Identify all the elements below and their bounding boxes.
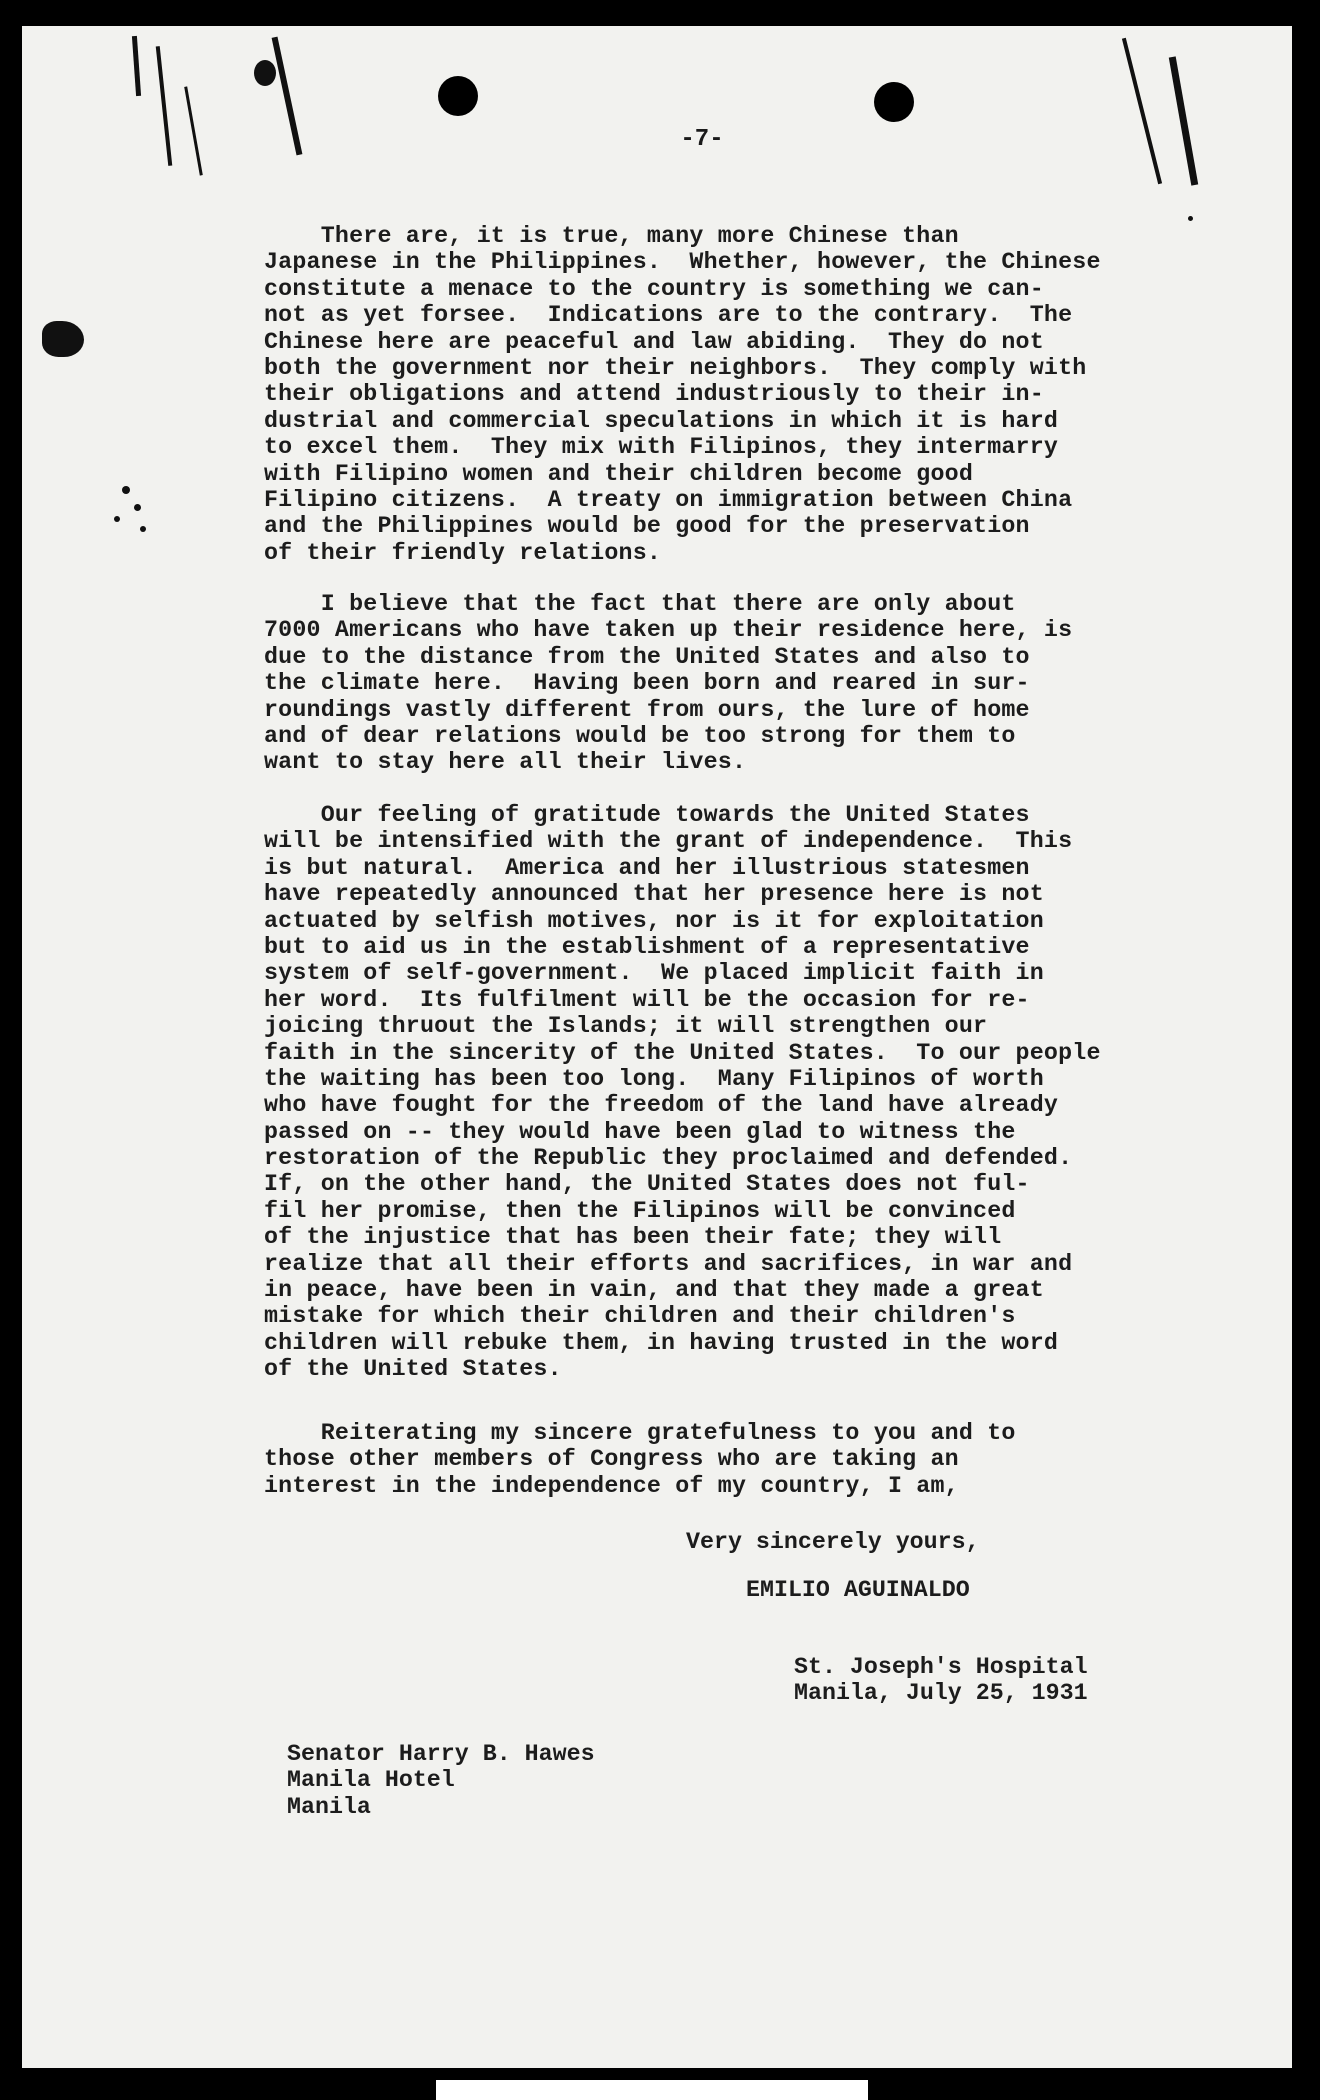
text-line: and the Philippines would be good for the preservation (264, 513, 1030, 540)
document-page (22, 26, 1292, 2068)
text-line: restoration of the Republic they proclaimed and defended. (264, 1145, 1073, 1172)
text-line: of the United States. (264, 1356, 562, 1383)
text-line: Filipino citizens. A treaty on immigration between China (264, 486, 1073, 513)
text-line: Reiterating my sincere gratefulness to you and to (264, 1420, 1016, 1446)
ink-blot (254, 60, 276, 86)
text-line: 7000 Americans who have taken up their residence here, is (264, 617, 1073, 644)
ink-blot (42, 321, 84, 357)
text-line: of the injustice that has been their fate; they will (264, 1224, 1002, 1251)
text-line: interest in the independence of my country, I am, (264, 1472, 959, 1499)
text-line: have repeatedly announced that her presence here is not (264, 881, 1044, 908)
text-line: due to the distance from the United States and also to (264, 643, 1030, 670)
scan-artifact-mark (1122, 38, 1162, 185)
paragraph-american-residents (264, 591, 1072, 776)
recipient-line2: Manila Hotel (287, 1767, 455, 1794)
text-line: not as yet forsee. Indications are to the contrary. The (264, 302, 1073, 329)
text-line: Japanese in the Philippines. Whether, however, the Chinese (264, 249, 1101, 276)
text-line: mistake for which their children and their children's (264, 1303, 1016, 1330)
text-line: to excel them. They mix with Filipinos, they intermarry (264, 434, 1059, 461)
text-line: who have fought for the freedom of the land have already (264, 1092, 1059, 1119)
scan-bottom-strip (436, 2080, 868, 2100)
recipient-address (287, 1741, 595, 1820)
text-line: and of dear relations would be too strong for them to (264, 722, 1016, 749)
text-line: their obligations and attend industriously to their in- (264, 381, 1044, 408)
text-line: dustrial and commercial speculations in which it is hard (264, 407, 1059, 434)
text-line: children will rebuke them, in having trusted in the word (264, 1329, 1059, 1356)
ink-blot (114, 516, 120, 522)
paragraph-closing (264, 1420, 1016, 1499)
text-line: but to aid us in the establishment of a representative (264, 933, 1030, 960)
text-line: roundings vastly different from ours, the lure of home (264, 696, 1030, 723)
page-number: -7- (680, 126, 724, 153)
scan-artifact-mark (132, 36, 141, 96)
text-line: There are, it is true, many more Chinese than (264, 223, 959, 249)
text-line: realize that all their efforts and sacrifices, in war and (264, 1250, 1073, 1277)
text-line: system of self-government. We placed implicit faith in (264, 960, 1044, 987)
sender-address-line1: St. Joseph's Hospital (794, 1654, 1088, 1680)
paragraph-gratitude-independence (264, 802, 1101, 1383)
scan-artifact-mark (1169, 56, 1198, 185)
text-line: in peace, have been in vain, and that they made a great (264, 1277, 1044, 1304)
ink-blot (140, 526, 146, 532)
text-line: I believe that the fact that there are only about (264, 591, 1016, 617)
recipient-name: Senator Harry B. Hawes (287, 1741, 595, 1767)
sender-address-line2: Manila, July 25, 1931 (794, 1680, 1088, 1707)
recipient-line3: Manila (287, 1793, 371, 1820)
ink-blot (122, 486, 130, 494)
text-line: faith in the sincerity of the United States. To our people (264, 1039, 1101, 1066)
punch-hole-right (874, 82, 914, 122)
punch-hole-left (438, 76, 478, 116)
text-line: of their friendly relations. (264, 539, 662, 566)
text-line: the climate here. Having been born and reared in sur- (264, 670, 1030, 697)
text-line: both the government nor their neighbors. They comply with (264, 354, 1087, 381)
text-line: passed on -- they would have been glad to witness the (264, 1118, 1016, 1145)
text-line: Chinese here are peaceful and law abiding. They do not (264, 328, 1044, 355)
text-line: will be intensified with the grant of independence. This (264, 828, 1073, 855)
text-line: with Filipino women and their children become good (264, 460, 974, 487)
text-line: the waiting has been too long. Many Filipinos of worth (264, 1065, 1044, 1092)
paragraph-chinese-population (264, 223, 1101, 566)
signature-name: EMILIO AGUINALDO (746, 1577, 970, 1603)
text-line: actuated by selfish motives, nor is it for exploitation (264, 907, 1044, 934)
ink-blot (134, 504, 141, 511)
text-line: If, on the other hand, the United States does not ful- (264, 1171, 1030, 1198)
text-line: joicing thruout the Islands; it will strengthen our (264, 1013, 988, 1040)
text-line: those other members of Congress who are taking an (264, 1446, 959, 1473)
text-line: Our feeling of gratitude towards the United States (264, 802, 1030, 828)
text-line: want to stay here all their lives. (264, 749, 747, 776)
text-line: constitute a menace to the country is something we can- (264, 275, 1044, 302)
ink-blot (1188, 216, 1193, 221)
text-line: her word. Its fulfilment will be the occasion for re- (264, 986, 1030, 1013)
text-line: is but natural. America and her illustrious statesmen (264, 854, 1030, 881)
complimentary-close: Very sincerely yours, (686, 1529, 980, 1555)
sender-address (794, 1654, 1088, 1707)
text-line: fil her promise, then the Filipinos will be convinced (264, 1197, 1016, 1224)
